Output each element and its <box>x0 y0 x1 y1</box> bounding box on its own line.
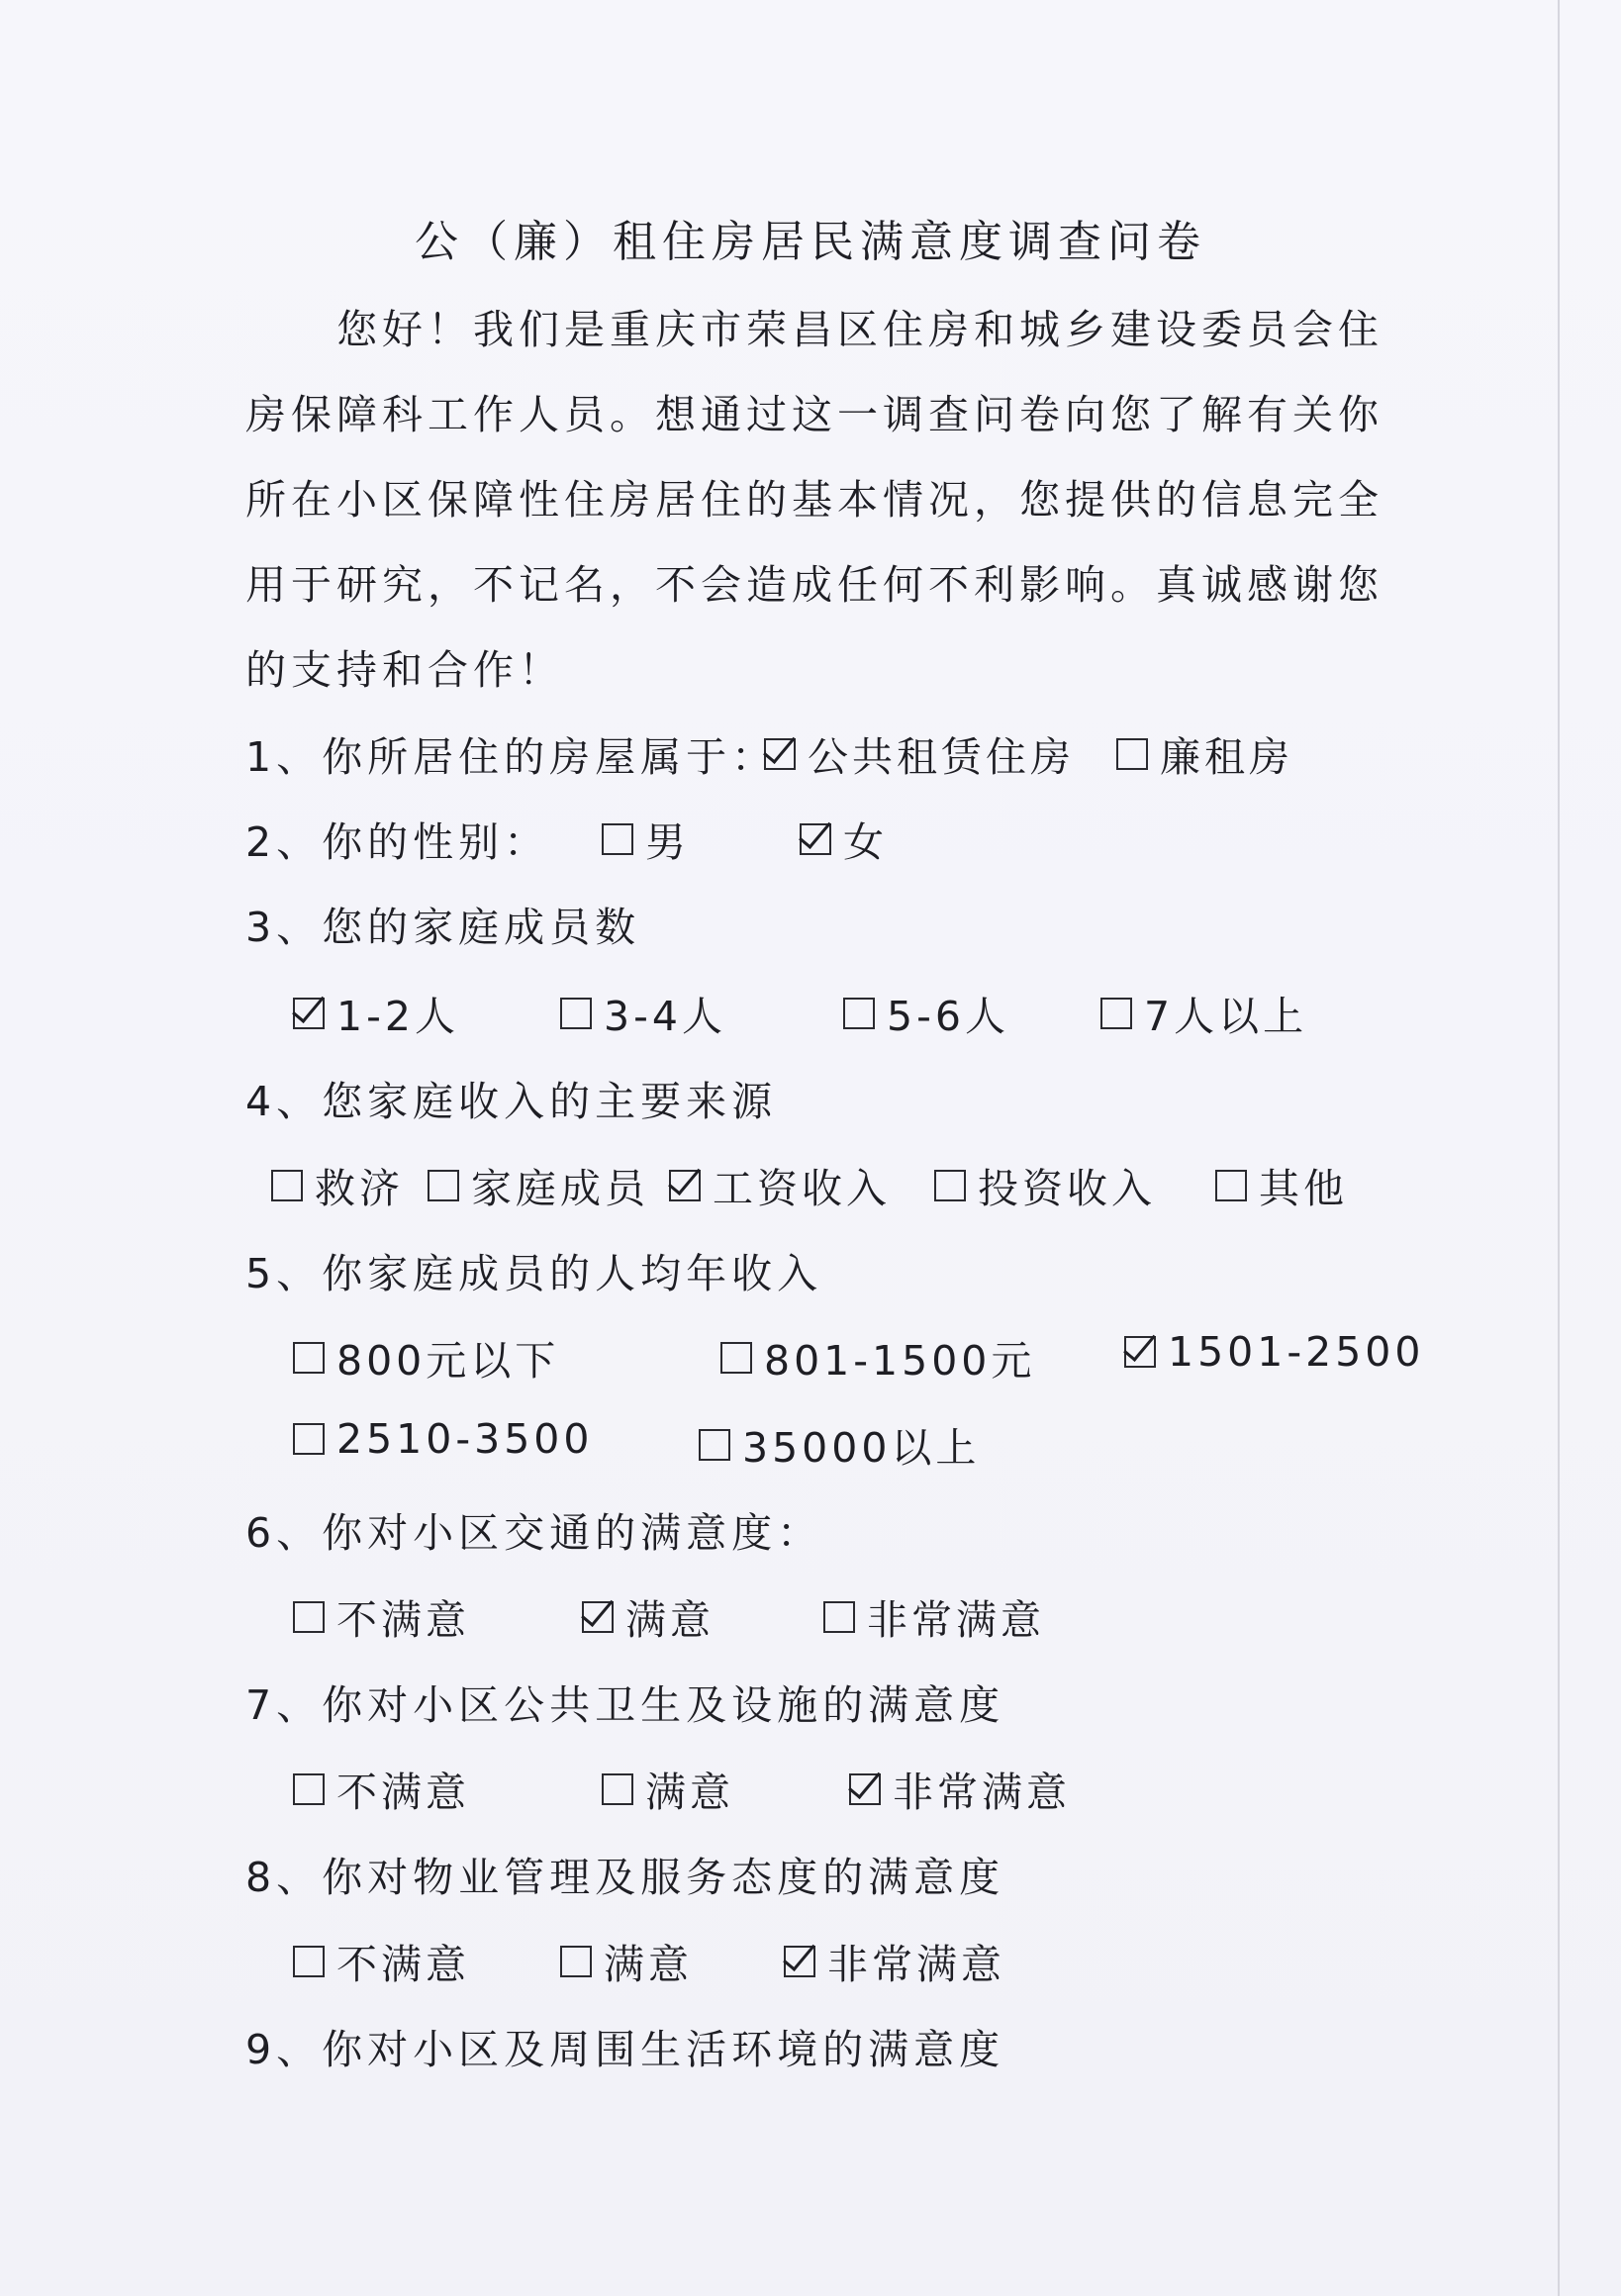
checkbox[interactable] <box>602 823 633 855</box>
option-label: 2510-3500 <box>336 1415 594 1463</box>
q8-option-2[interactable] <box>560 1932 693 1990</box>
checkbox[interactable] <box>560 998 592 1029</box>
checkbox[interactable] <box>293 1342 325 1374</box>
option-label: 不满意 <box>336 1769 470 1816</box>
checkbox-checked[interactable] <box>784 1946 815 1977</box>
option-label: 满意 <box>625 1596 715 1644</box>
option-label: 其他 <box>1259 1165 1348 1212</box>
q2-option-2[interactable] <box>800 810 888 868</box>
option-label: 3-4人 <box>604 993 726 1040</box>
q3-option-1[interactable] <box>293 984 459 1042</box>
option-label: 非常满意 <box>867 1596 1045 1644</box>
checkbox-checked[interactable] <box>800 823 831 855</box>
checkbox-checked[interactable] <box>582 1601 614 1633</box>
checkbox-checked[interactable] <box>764 738 796 770</box>
q4-option-1[interactable] <box>271 1156 404 1214</box>
checkbox[interactable] <box>1215 1170 1247 1201</box>
option-label: 投资收入 <box>978 1165 1156 1212</box>
checkbox[interactable] <box>293 1423 325 1455</box>
checkbox[interactable] <box>293 1601 325 1633</box>
question-4: 4、您家庭收入的主要来源 <box>245 1078 778 1125</box>
q6-option-1[interactable] <box>293 1587 470 1646</box>
option-label: 5-6人 <box>887 993 1009 1040</box>
q4-option-3[interactable] <box>669 1156 891 1214</box>
document-title: 公（廉）租住房居民满意度调查问卷 <box>415 217 1206 267</box>
q1-option-1[interactable] <box>764 724 1075 783</box>
option-label: 1-2人 <box>336 993 459 1040</box>
option-label: 救济 <box>315 1165 404 1212</box>
q2-option-1[interactable] <box>602 810 690 868</box>
checkbox-checked[interactable] <box>1124 1336 1156 1368</box>
option-label: 不满意 <box>336 1941 470 1988</box>
option-label: 800元以下 <box>336 1337 560 1385</box>
q3-option-2[interactable] <box>560 984 726 1042</box>
checkbox-checked[interactable] <box>293 998 325 1029</box>
option-label: 35000以上 <box>742 1424 981 1472</box>
q4-option-2[interactable] <box>428 1156 649 1214</box>
question-2: 2、你的性别： <box>245 818 550 866</box>
checkbox[interactable] <box>560 1946 592 1977</box>
q5-option-5[interactable] <box>699 1415 980 1474</box>
intro-paragraph: 您好！我们是重庆市荣昌区住房和城乡建设委员会住房保障科工作人员。想通过这一调查问卷向您了解有关你所在小区保障性住房居住的基本情况，您提供的信息完全用于研究，不记名，不会造成任何不利影响。真诚感谢您的支持和合作！ <box>245 306 1383 694</box>
option-label: 满意 <box>645 1769 734 1816</box>
q1-option-2[interactable] <box>1116 724 1293 783</box>
q4-option-4[interactable] <box>934 1156 1156 1214</box>
q7-option-3[interactable] <box>849 1760 1071 1818</box>
question-5: 5、你家庭成员的人均年收入 <box>245 1250 823 1297</box>
option-label: 非常满意 <box>827 1941 1005 1988</box>
option-label: 男 <box>645 818 690 866</box>
checkbox[interactable] <box>1100 998 1132 1029</box>
q7-option-1[interactable] <box>293 1760 470 1818</box>
q7-option-2[interactable] <box>602 1760 734 1818</box>
checkbox[interactable] <box>720 1342 752 1374</box>
option-label: 1501-2500 <box>1168 1328 1425 1376</box>
question-8: 8、你对物业管理及服务态度的满意度 <box>245 1854 1005 1901</box>
option-label: 不满意 <box>336 1596 470 1644</box>
checkbox[interactable] <box>293 1946 325 1977</box>
checkbox[interactable] <box>823 1601 855 1633</box>
checkbox-checked[interactable] <box>669 1170 701 1201</box>
checkbox[interactable] <box>934 1170 966 1201</box>
option-label: 7人以上 <box>1144 993 1308 1040</box>
checkbox[interactable] <box>843 998 875 1029</box>
q8-option-3[interactable] <box>784 1932 1005 1990</box>
option-label: 非常满意 <box>893 1769 1071 1816</box>
q5-option-3[interactable] <box>1124 1328 1424 1376</box>
q8-option-1[interactable] <box>293 1932 470 1990</box>
question-3: 3、您的家庭成员数 <box>245 904 641 951</box>
question-9: 9、你对小区及周围生活环境的满意度 <box>245 2026 1005 2073</box>
option-label: 满意 <box>604 1941 693 1988</box>
checkbox[interactable] <box>1116 738 1148 770</box>
question-1: 1、你所居住的房屋属于： <box>245 733 778 781</box>
q4-option-5[interactable] <box>1215 1156 1348 1214</box>
q5-option-4[interactable] <box>293 1415 593 1463</box>
checkbox[interactable] <box>271 1170 303 1201</box>
question-7: 7、你对小区公共卫生及设施的满意度 <box>245 1681 1005 1729</box>
option-label: 女 <box>843 818 888 866</box>
q3-option-4[interactable] <box>1100 984 1307 1042</box>
q6-option-3[interactable] <box>823 1587 1045 1646</box>
option-label: 801-1500元 <box>764 1337 1036 1385</box>
q3-option-3[interactable] <box>843 984 1009 1042</box>
question-6: 6、你对小区交通的满意度： <box>245 1509 823 1557</box>
scan-edge-line <box>1558 0 1560 2296</box>
q5-option-1[interactable] <box>293 1328 559 1387</box>
checkbox[interactable] <box>293 1773 325 1805</box>
checkbox[interactable] <box>602 1773 633 1805</box>
option-label: 廉租房 <box>1160 733 1293 781</box>
option-label: 家庭成员 <box>471 1165 649 1212</box>
q6-option-2[interactable] <box>582 1587 715 1646</box>
checkbox[interactable] <box>428 1170 459 1201</box>
checkbox-checked[interactable] <box>849 1773 881 1805</box>
q5-option-2[interactable] <box>720 1328 1035 1387</box>
option-label: 工资收入 <box>713 1165 891 1212</box>
option-label: 公共租赁住房 <box>808 733 1075 781</box>
checkbox[interactable] <box>699 1429 730 1461</box>
